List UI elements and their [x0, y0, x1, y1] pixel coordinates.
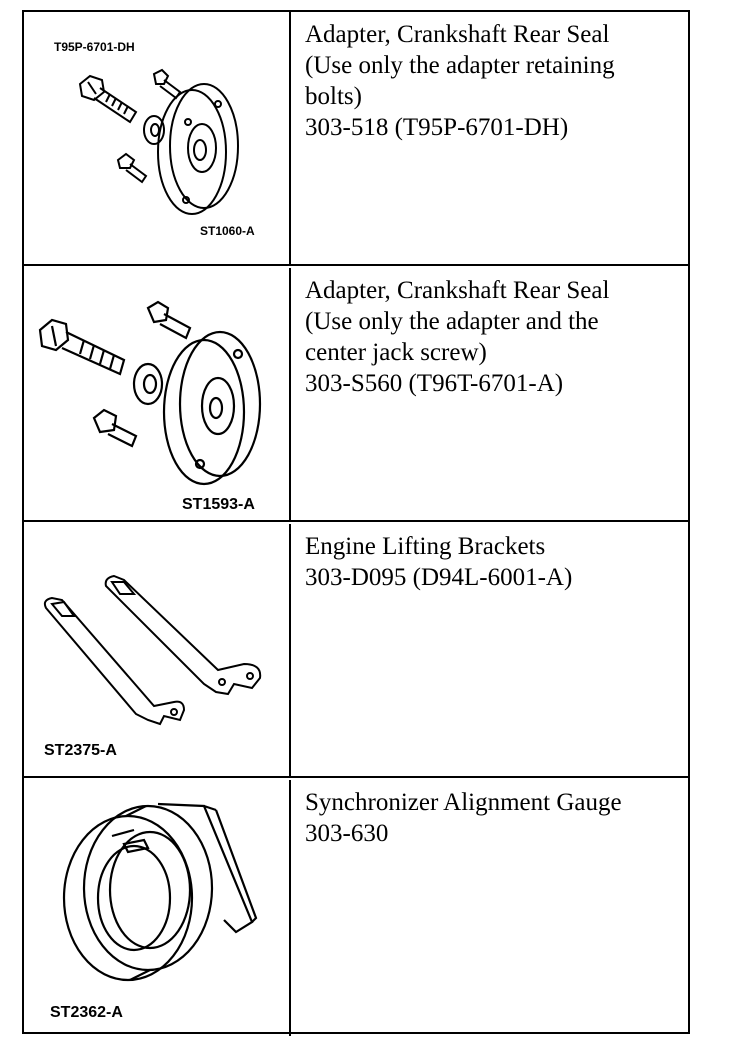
- tool-description-line: center jack screw): [305, 339, 487, 366]
- tool-description-line: 303-630: [305, 820, 389, 847]
- tool-description: [305, 19, 685, 143]
- figure-code-label: ST2375-A: [44, 742, 117, 759]
- tool-description-line: 303-D095 (D94L-6001-A): [305, 564, 573, 591]
- lifting-brackets-icon: [24, 524, 289, 778]
- tool-row: [24, 268, 688, 522]
- figure-code-label: ST1060-A: [200, 224, 255, 238]
- tool-description: [305, 275, 685, 399]
- figure-code-label: ST2362-A: [50, 1004, 123, 1021]
- tool-description-line: 303-S560 (T96T-6701-A): [305, 370, 564, 397]
- tool-description: [305, 787, 685, 849]
- special-tools-table: [22, 10, 690, 1034]
- tool-description-line: (Use only the adapter and the: [305, 308, 599, 335]
- seal-adapter-jackscrew-icon: [24, 268, 289, 522]
- tool-description-line: 303-518 (T95P-6701-DH): [305, 114, 569, 141]
- figure-code-label: T95P-6701-DH: [54, 40, 135, 54]
- tool-description-line: Engine Lifting Brackets: [305, 533, 546, 560]
- tool-description-line: Adapter, Crankshaft Rear Seal: [305, 21, 610, 48]
- tool-description-line: bolts): [305, 83, 362, 110]
- tool-illustration-cell: [24, 780, 291, 1036]
- alignment-gauge-icon: [24, 780, 289, 1036]
- tool-description-line: Synchronizer Alignment Gauge: [305, 789, 622, 816]
- figure-code-label: ST1593-A: [182, 496, 255, 513]
- tool-description-line: (Use only the adapter retaining: [305, 52, 615, 79]
- tool-illustration-cell: [24, 524, 291, 776]
- tool-illustration-cell: [24, 268, 291, 520]
- tool-illustration-cell: [24, 12, 291, 264]
- tool-row: [24, 780, 688, 1036]
- tool-description: [305, 531, 685, 593]
- tool-description-line: Adapter, Crankshaft Rear Seal: [305, 277, 610, 304]
- tool-row: [24, 524, 688, 778]
- tool-row: [24, 12, 688, 266]
